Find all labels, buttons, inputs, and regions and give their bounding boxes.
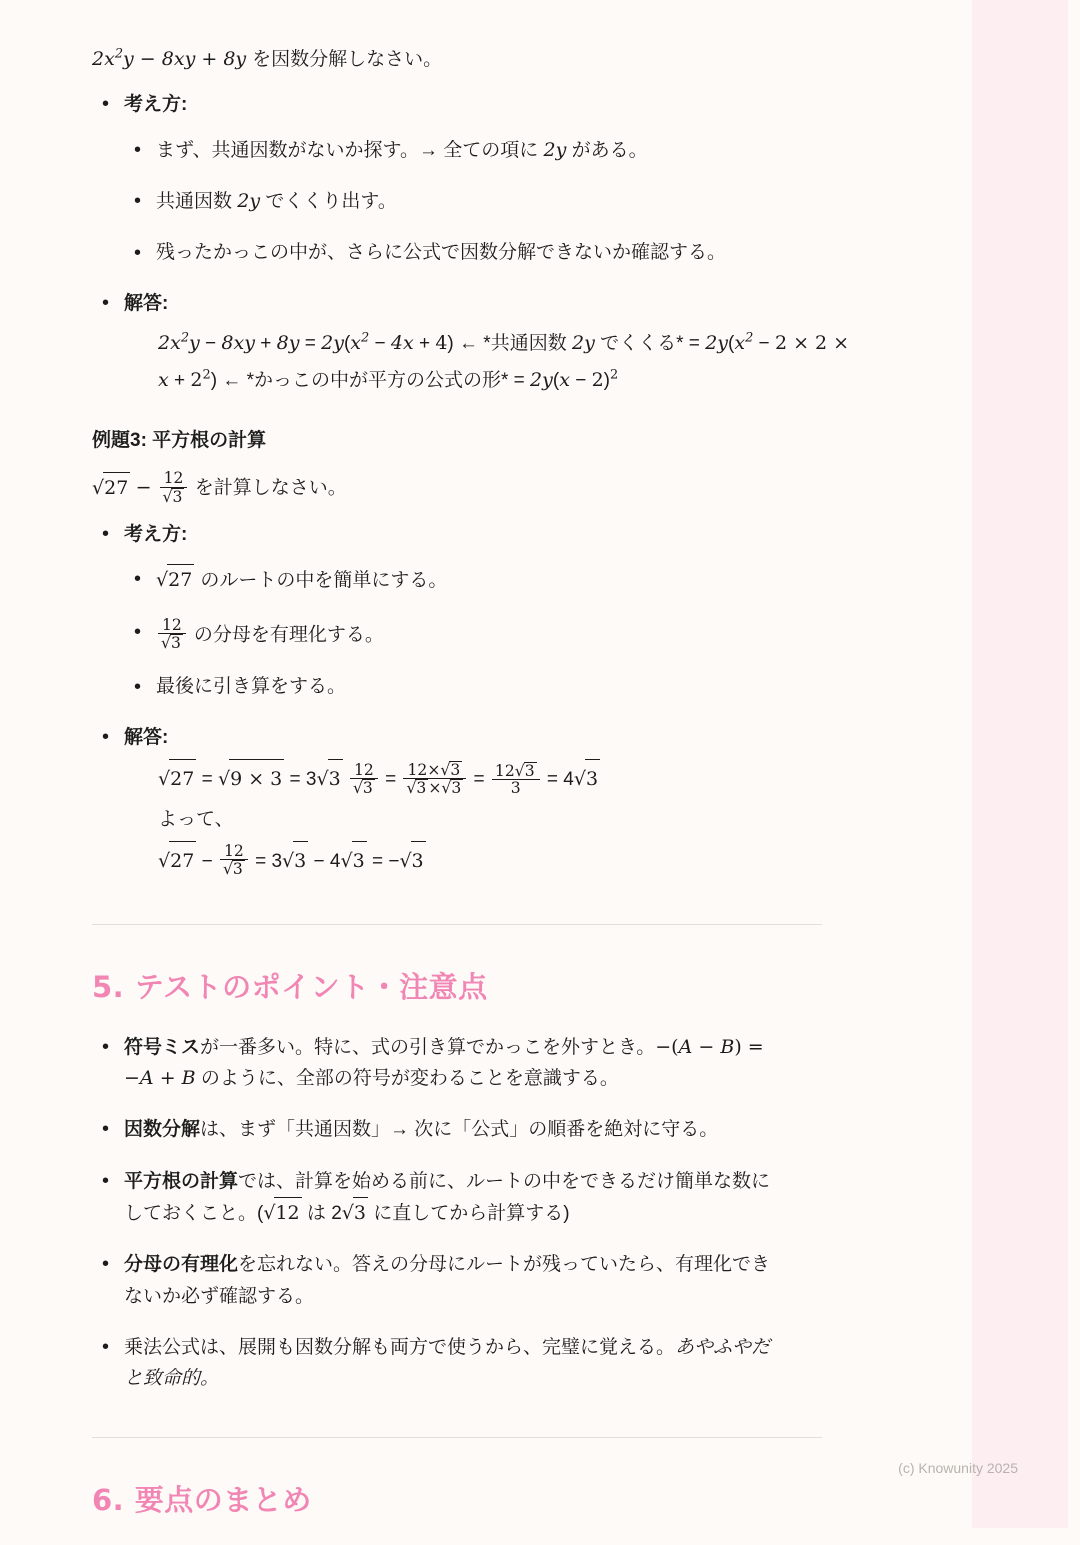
example3-answer-equation-2: √27 − $\frac{12}{√3}$ = 3√3 − 4√3 = −√3 [124, 841, 964, 882]
example2-statement-tail: を因数分解しなさい。 [246, 48, 443, 70]
example2-answer-label: 解答: [124, 292, 169, 314]
list-item: • $\frac{12}{√3}$ の分母を有理化する。 [124, 617, 964, 652]
list-item: • 符号ミスが一番多い。特に、式の引き算でかっこを外すとき。−(A − B) = −A + B のように、全部の符号が変わることを意識する。 [92, 1032, 884, 1095]
example3-answer-label: 解答: [124, 726, 169, 748]
list-item: • 分母の有理化を忘れない。答えの分母にルートが残っていたら、有理化でき ないか必ず確認する。 [92, 1249, 884, 1312]
example2-approach-list [124, 135, 964, 268]
example3-statement-tail: を計算しなさい。 [194, 477, 347, 499]
example3-statement: √27 − $\frac{12}{√3}$ を計算しなさい。 [92, 469, 347, 506]
section-5-title: 5. テストのポイント・注意点 [92, 969, 488, 1004]
example3-approach-label: 考え方: [124, 524, 188, 546]
list-item: • 共通因数 2y でくくり出す。 [124, 186, 964, 217]
example2-answer-equation: $2x^2y - 8xy + 8y = 2y(x^2 - 4x + 4)$ ← *共通因数 2y でくくる* = $2y(x^2 - 2 \times 2$ × $x + 2^2$) ← *かっこの中が平方の公式の形* = $2y(x - 2)^2$ [158, 330, 850, 392]
section-divider-2 [92, 1437, 822, 1438]
list-item: • 乗法公式は、展開も因数分解も両方で使うから、完璧に覚える。あやふやだ と致命的。 [92, 1332, 884, 1395]
section-divider-1 [92, 924, 822, 925]
copyright-watermark: (c) Knowunity 2025 [898, 1460, 1018, 1476]
example3-approach-list [124, 564, 964, 701]
example3-answer-equation-1: √27 = √9 × 3 = 3√3 $\frac{12}{√3}$ = $\frac{12\times√3}{√3 \times√3}$ = $\frac{12√3}{3}$ = 4√3 [124, 759, 964, 800]
example2-approach [92, 89, 964, 268]
page-side-stripe [972, 0, 1080, 1528]
example2-approach-label: 考え方: [124, 94, 188, 116]
list-item: • 残ったかっこの中が、さらに公式で因数分解できないか確認する。 [124, 238, 964, 268]
list-item: • 平方根の計算では、計算を始める前に、ルートの中をできるだけ簡単な数に しておくこと。(√12 は 2√3 に直してから計算する) [92, 1166, 884, 1230]
example3-answer [92, 722, 964, 882]
example3-approach [92, 519, 964, 702]
section-6-title: 6. 要点のまとめ [92, 1482, 312, 1517]
list-item: • √27 のルートの中を簡単にする。 [124, 564, 964, 596]
example2-statement: $2x^2y - 8xy + 8y$ を因数分解しなさい。 [92, 46, 443, 70]
list-item: • 因数分解は、まず「共通因数」→ 次に「公式」の順番を絶対に守る。 [92, 1114, 884, 1145]
example3-heading: 例題3: 平方根の計算 [92, 430, 267, 452]
example2-answer [92, 288, 964, 400]
example3-list [92, 519, 964, 881]
list-item: • まず、共通因数がないか探す。→ 全ての項に 2y がある。 [124, 135, 964, 166]
page-right-edge [1068, 0, 1080, 1528]
example2-list [92, 89, 964, 399]
list-item: • 最後に引き算をする。 [124, 672, 964, 702]
section-5-list [92, 1032, 964, 1395]
example3-answer-note: よって、 [158, 809, 234, 831]
